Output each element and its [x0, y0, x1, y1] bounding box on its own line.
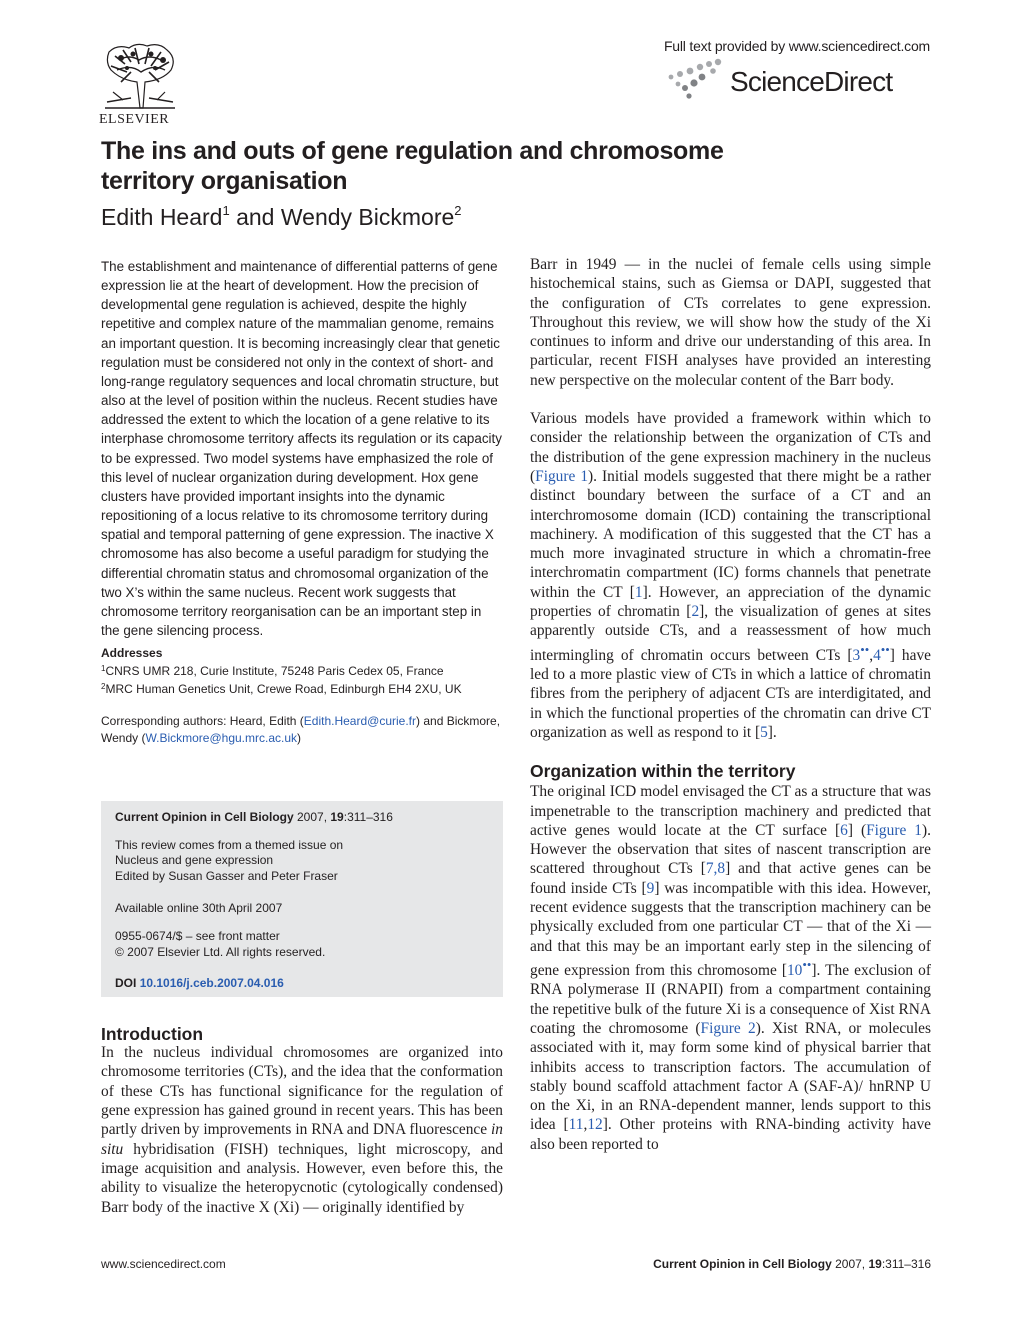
- address-number: 2: [101, 682, 106, 692]
- reference-link[interactable]: 2: [691, 603, 700, 621]
- reference-link[interactable]: 5: [760, 723, 768, 741]
- citation-year: 2007,: [293, 810, 331, 824]
- themed-issue-name: Nucleus and gene expression: [115, 853, 274, 867]
- figure-link[interactable]: Figure 1: [866, 821, 923, 839]
- elsevier-wordmark: ELSEVIER: [99, 112, 170, 127]
- author-conjunction: and: [229, 204, 281, 230]
- reference-link[interactable]: 12: [587, 1116, 603, 1134]
- provider-text: Full text provided by www.sciencedirect.com: [663, 38, 930, 54]
- available-online: Available online 30th April 2007: [115, 901, 283, 915]
- left-column: [101, 257, 503, 747]
- reference-link[interactable]: 7,8: [705, 860, 726, 878]
- issue-editors: Edited by Susan Gasser and Peter Fraser: [115, 869, 338, 883]
- corresp-prefix: Corresponding authors: Heard, Edith (: [101, 714, 304, 729]
- citation-volume: 19: [330, 810, 344, 824]
- doi-label: DOI: [115, 976, 137, 990]
- figure-link[interactable]: Figure 1: [535, 467, 589, 485]
- article-info-box: [101, 801, 503, 997]
- themed-issue-intro: This review comes from a themed issue on: [115, 838, 344, 852]
- doi: [115, 976, 284, 992]
- elsevier-tree-icon: [101, 42, 179, 110]
- footer-year: 2007,: [831, 1257, 869, 1271]
- figure-link[interactable]: Figure 2: [700, 1019, 756, 1037]
- issn: 0955-0674/$ – see front matter: [115, 929, 280, 943]
- email-link[interactable]: Edith.Heard@curie.fr: [303, 714, 417, 729]
- text-part: ). However the observation that sites of nascent transcription are scattered throughout CTs [: [530, 821, 931, 878]
- footer-pages: :311–316: [881, 1257, 931, 1271]
- reference-link[interactable]: 10: [786, 962, 803, 980]
- text-part: ] have led to a more plastic view of CTs in which a lattice of chromatin fibres from the periphery of adjacent CTs are interdigitated, and in which the functional properties of the chromatin can drive CT organization as well as respond to it [: [530, 646, 931, 741]
- intro-italic: in situ: [101, 1121, 503, 1158]
- text-part: ,: [869, 646, 874, 664]
- right-column: [530, 255, 931, 1154]
- footer-citation: [653, 1257, 931, 1271]
- sciencedirect-wordmark: ScienceDirect: [730, 66, 893, 97]
- address-number: 1: [101, 664, 106, 674]
- text-part: ). Xist RNA, or molecules associated with it, may form some kind of physical barrier that inhibits access to transcription factors. The accumulation of stably bound scaffold attachment factor A (SAF-A)/ hnRNP U on the Xi, in an RNA-dependent manner, lends support to this idea [: [530, 1019, 931, 1134]
- article-title: The ins and outs of gene regulation and chromosome territory organisation: [101, 137, 724, 195]
- text-part: ]. Other proteins with RNA-binding activity have also been reported to: [530, 1116, 932, 1153]
- address-item: [101, 679, 503, 697]
- intro-text-part: hybridisation (FISH) techniques, light microscopy, and image acquisition and analysis. However, even before this, the ability to visualize the heteropycnotic (cytologically condensed) Barr body of the inactive X (Xi) — originally identified by: [101, 1140, 503, 1216]
- reference-link[interactable]: 11: [568, 1116, 584, 1134]
- author-name: Edith Heard: [101, 204, 223, 230]
- addresses-heading: Addresses: [101, 646, 163, 661]
- text-part: ], the visualization of genes at sites apparently outside CTs, and a reassessment of how much intermingling of chromatin occurs between CTs [: [530, 603, 931, 664]
- author-affiliation-marker[interactable]: 1: [222, 203, 230, 218]
- text-part: ] and that active genes can be found inside CTs [: [530, 860, 931, 897]
- text-part: ). Initial models suggested that there might be a rather distinct boundary between the surface of a CT and an interchromosome domain (ICD) containing the transcriptional machinery. A modification of this suggested that the CT has a much more invaginated structure in which a chromatin-free interchromatin compartment (IC) forms channels that penetrate within the CT [: [530, 467, 931, 601]
- text-part: Various models have provided a framework within which to consider the relationship between the organization of CTs and the distribution of the gene expression machinery in the nucleus (: [530, 410, 931, 485]
- introduction-heading: Introduction: [101, 1024, 204, 1044]
- footer-website[interactable]: www.sciencedirect.com: [101, 1257, 226, 1271]
- journal-citation: [115, 810, 393, 826]
- reference-importance-marker: ••: [860, 642, 870, 657]
- corresp-suffix: ): [297, 731, 302, 746]
- corresp-middle: ) and Bickmore, Wendy (: [101, 714, 501, 746]
- address-text: CNRS UMR 218, Curie Institute, 75248 Paris Cedex 05, France: [105, 664, 444, 679]
- intro-text-part: In the nucleus individual chromosomes are organized into chromosome territories (CTs), and the idea that the conformation of these CTs has functional significance for the regulation of gene expression has gained ground in recent years. This has been partly driven by improvements in RNA and DNA fluorescence: [101, 1044, 503, 1139]
- text-part: ].: [767, 723, 777, 741]
- author-name: Wendy Bickmore: [280, 204, 455, 230]
- email-link[interactable]: W.Bickmore@hgu.mrc.ac.uk: [145, 731, 298, 746]
- text-part: ] (: [847, 821, 867, 839]
- text-part: ]. The exclusion of RNA polymerase II (RNAPII) from a compartment containing the repetitive bulk of the future Xi is a consequence of Xist RNA coating the chromosome (: [530, 962, 931, 1037]
- text-part: ,: [583, 1116, 588, 1134]
- text-part: The original ICD model envisaged the CT as a structure that was impenetrable to the transcription machinery and predicted that active genes would locate at the CT surface [: [530, 783, 931, 839]
- text-part: ] was incompatible with this idea. However, recent evidence suggests that the transcription machinery can be physically excluded from one particular CT — that of the Xi — and that this may be an important early step in the silencing of gene expression from this chromosome [: [530, 879, 931, 980]
- footer-volume: 19: [868, 1257, 882, 1271]
- address-item: [101, 661, 503, 679]
- journal-name: Current Opinion in Cell Biology: [115, 810, 294, 824]
- reference-link[interactable]: 4: [873, 646, 881, 664]
- reference-importance-marker: ••: [802, 957, 812, 972]
- reference-link[interactable]: 6: [840, 821, 848, 839]
- citation-pages: :311–316: [343, 810, 393, 824]
- reference-link[interactable]: 9: [646, 879, 655, 897]
- body-paragraph: [530, 782, 931, 1154]
- doi-link[interactable]: 10.1016/j.ceb.2007.04.016: [139, 976, 284, 990]
- address-text: MRC Human Genetics Unit, Crewe Road, Edinburgh EH4 2XU, UK: [105, 682, 462, 697]
- section-heading: Organization within the territory: [530, 761, 796, 782]
- sciencedirect-logo[interactable]: [668, 58, 908, 104]
- copyright-text: 2007 Elsevier Ltd. All rights reserved.: [123, 945, 326, 959]
- footer-journal: Current Opinion in Cell Biology: [653, 1257, 832, 1271]
- introduction-paragraph: [101, 1043, 503, 1217]
- body-paragraph: [530, 409, 931, 742]
- reference-link[interactable]: 1: [634, 583, 643, 601]
- sciencedirect-dots-icon: [668, 58, 728, 102]
- reference-importance-marker: ••: [880, 642, 890, 657]
- text-part: ]. However, an appreciation of the dynamic properties of chromatin [: [530, 583, 931, 621]
- abstract: The establishment and maintenance of differential patterns of gene expression lie at the heart of development. How the precision of developmental gene regulation is achieved, despite the highly repetitive and complex nature of the mammalian genome, remains an important question. It is becoming increasingly clear that genetic regulation must be considered not only in the context of short- and long-range regulatory sequences and local chromatin structure, but also at the level of position within the nucleus. Recent studies have addressed the extent to which the location of a gene relative to its interphase chromosome territory affects its regulation or its capacity to be expressed. Two model systems have emphasized the role of this level of nuclear organization during development. Hox gene clusters have provided important insights into the dynamic repositioning of a locus relative to its chromosome territory during spatial and temporal patterning of gene expression. The inactive X chromosome has also become a useful paradigm for studying the differential chromatin status and chromosomal organization of the two X’s within the same nucleus. Recent work suggests that chromosome territory reorganisation can be an important step in the gene silencing process.: [101, 259, 502, 638]
- corresponding-authors: [101, 713, 503, 747]
- copyright-symbol: ©: [115, 945, 124, 959]
- author-affiliation-marker[interactable]: 2: [454, 203, 462, 218]
- reference-link[interactable]: 3: [852, 646, 861, 664]
- author-line: [101, 196, 462, 232]
- copyright: [115, 945, 325, 961]
- body-paragraph: Barr in 1949 — in the nuclei of female cells using simple histochemical stains, such as Giemsa or DAPI, suggested that the configuration of CTs correlates to gene expression. Throughout this review, we will show how the study of the Xi continues to inform and drive our understanding of this area. In particular, recent FISH analyses have provided an interesting new perspective on the molecular content of the Barr body.: [530, 256, 931, 389]
- elsevier-logo: [99, 42, 181, 126]
